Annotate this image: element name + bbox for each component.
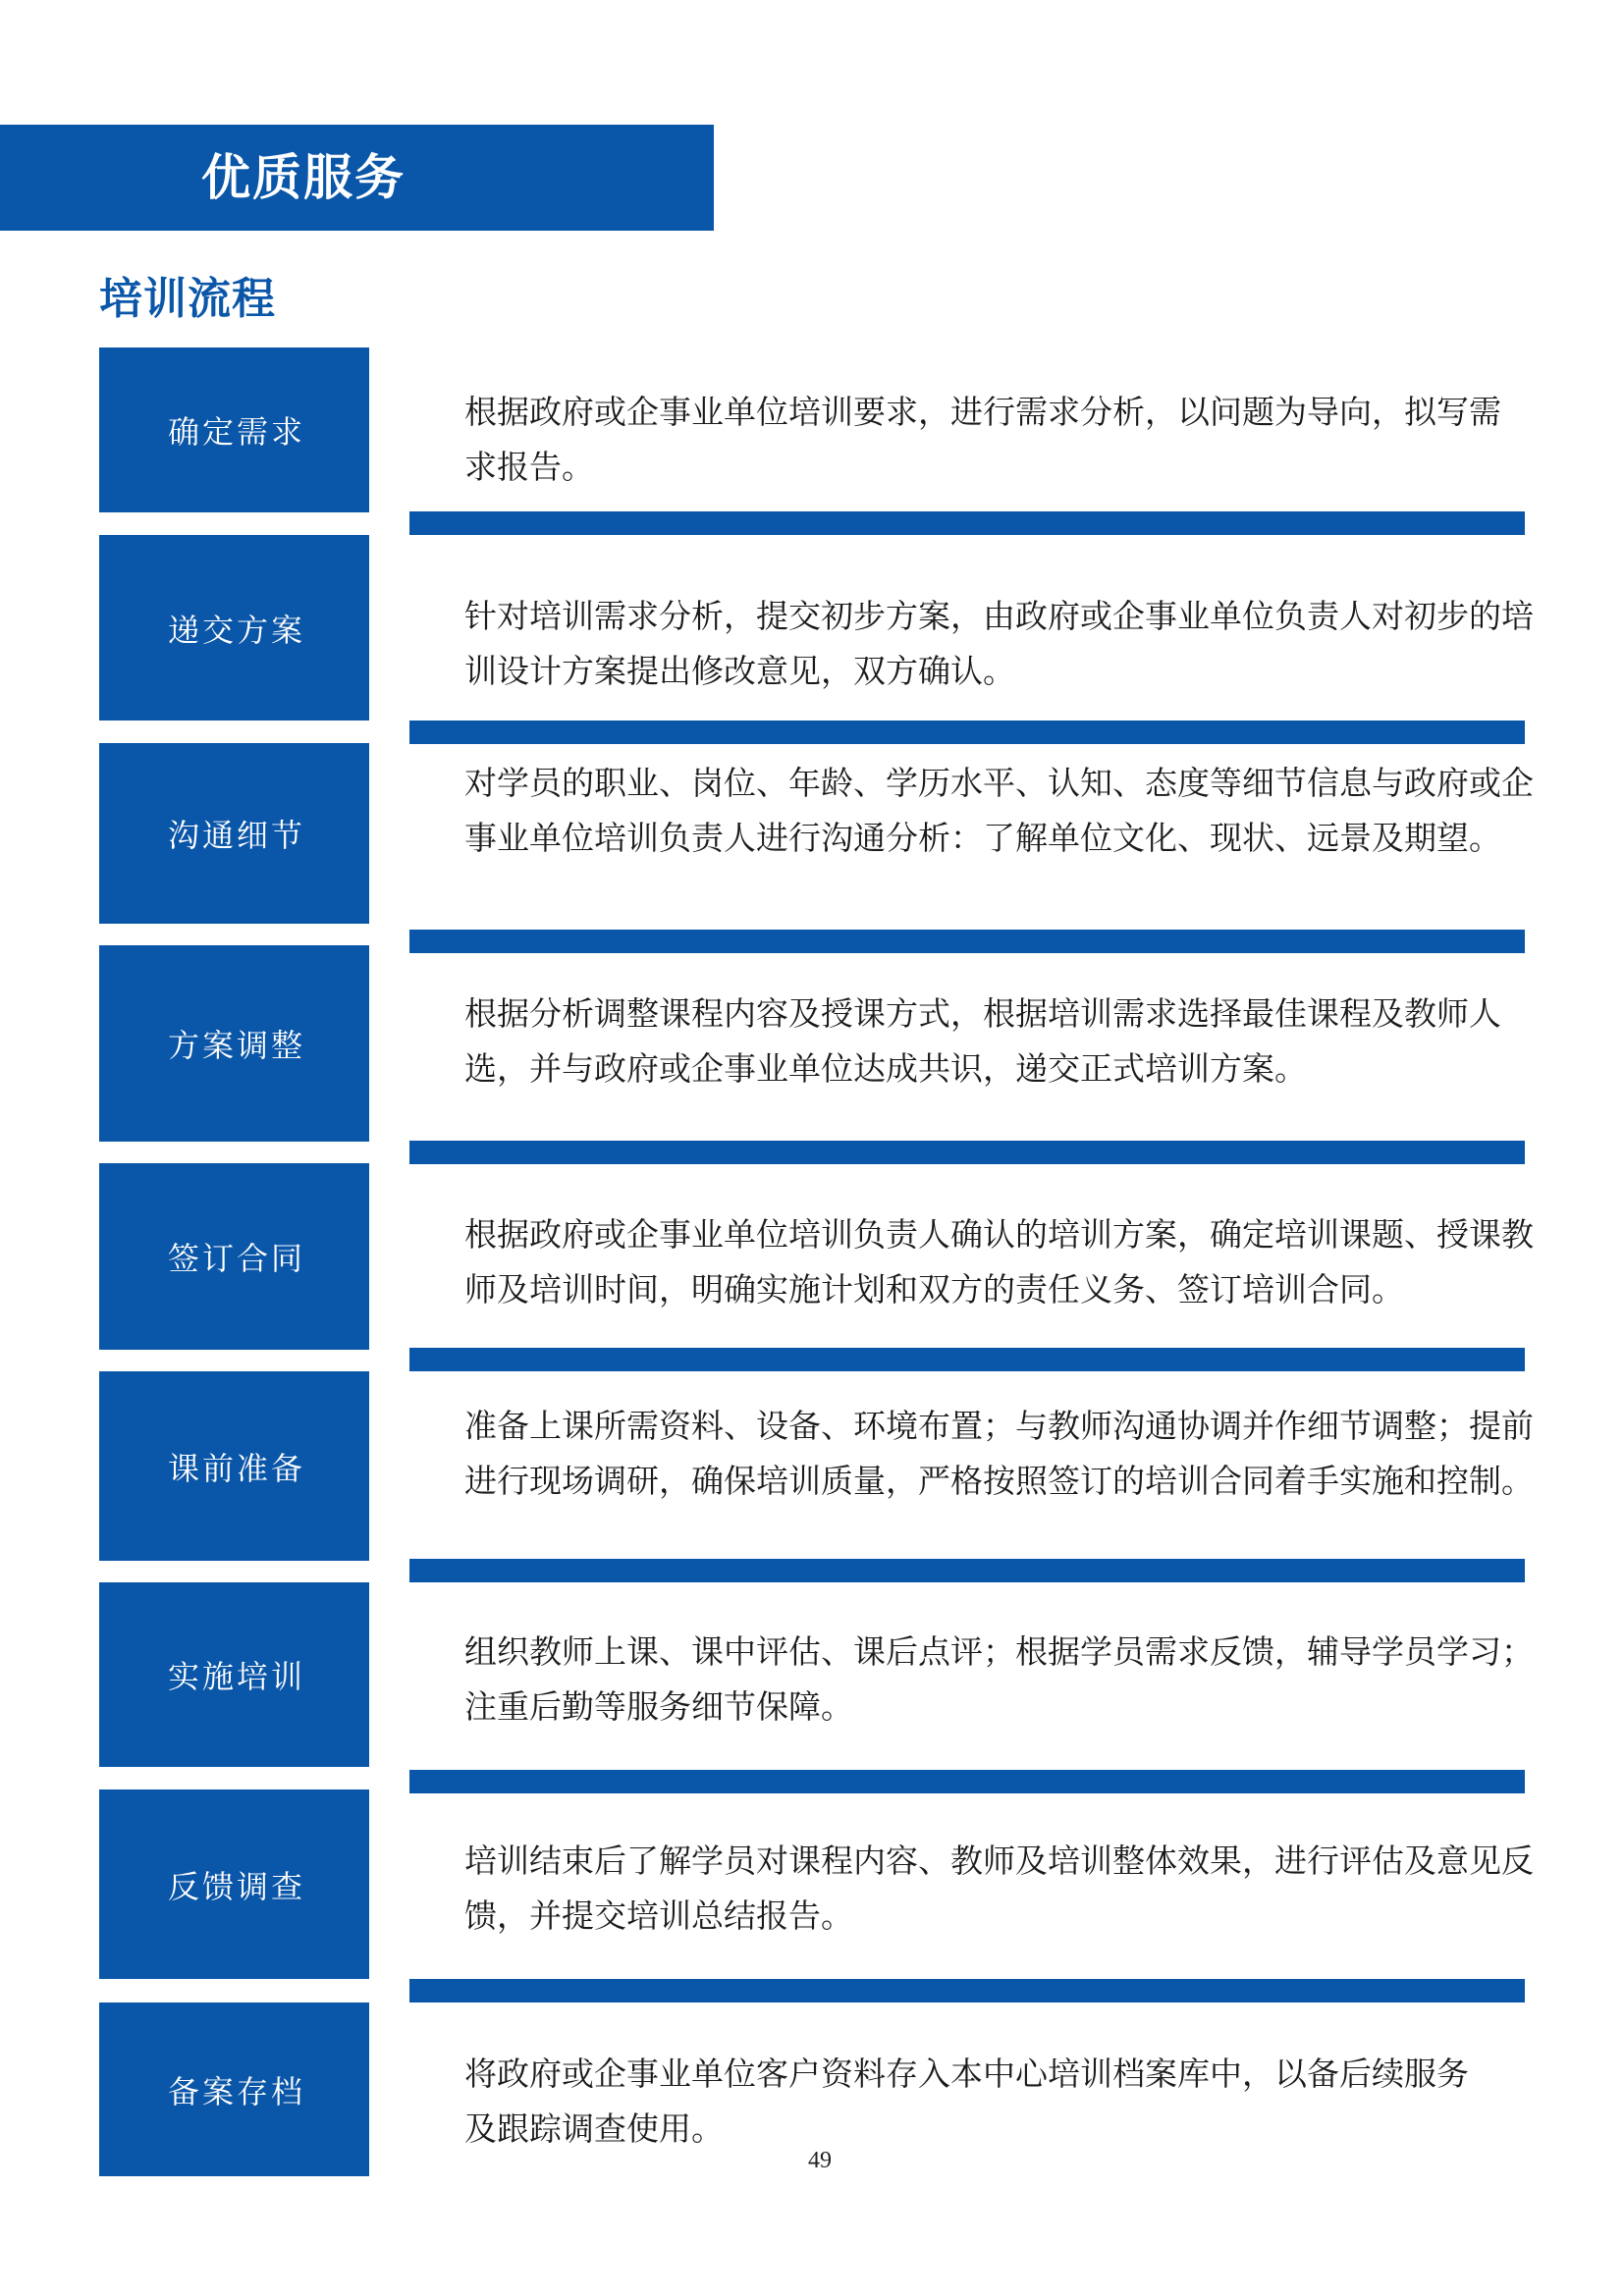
step-description: 根据分析调整课程内容及授课方式，根据培训需求选择最佳课程及教师人选，并与政府或企事业单位达成共识，递交正式培训方案。 xyxy=(464,994,1501,1088)
banner-title: 优质服务 xyxy=(201,149,406,206)
header-banner xyxy=(0,125,714,231)
divider-bar xyxy=(409,1348,1525,1371)
step-description: 准备上课所需资料、设备、环境布置；与教师沟通协调并作细节调整；提前进行现场调研，确保培训质量，严格按照签订的培训合同着手实施和控制。 xyxy=(464,1407,1534,1500)
step-description: 针对培训需求分析，提交初步方案，由政府或企事业单位负责人对初步的培训设计方案提出修改意见，双方确认。 xyxy=(464,597,1534,690)
section-title: 培训流程 xyxy=(99,274,276,324)
step-label-box xyxy=(99,2002,369,2176)
step-description: 将政府或企事业单位客户资料存入本中心培训档案库中，以备后续服务及跟踪调查使用。 xyxy=(464,2055,1469,2148)
step-label: 课前准备 xyxy=(168,1449,306,1487)
divider-bar xyxy=(409,1141,1525,1164)
divider-bar xyxy=(409,1770,1525,1793)
divider-bar xyxy=(409,511,1525,535)
step-description: 培训结束后了解学员对课程内容、教师及培训整体效果，进行评估及意见反馈，并提交培训总结报告。 xyxy=(464,1842,1534,1935)
step-label: 备案存档 xyxy=(168,2072,306,2110)
step-description: 根据政府或企事业单位培训要求，进行需求分析，以问题为导向，拟写需求报告。 xyxy=(464,393,1501,486)
divider-bar xyxy=(409,721,1525,744)
step-description: 根据政府或企事业单位培训负责人确认的培训方案，确定培训课题、授课教师及培训时间，明确实施计划和双方的责任义务、签订培训合同。 xyxy=(464,1215,1534,1308)
step-label: 递交方案 xyxy=(168,611,306,649)
step-label: 方案调整 xyxy=(168,1027,306,1064)
page-number: 49 xyxy=(808,2148,832,2173)
step-label-box xyxy=(99,1371,369,1561)
step-label-box xyxy=(99,535,369,721)
step-label-box xyxy=(99,1789,369,1979)
step-label-box xyxy=(99,1163,369,1350)
step-label-box xyxy=(99,945,369,1142)
divider-bar xyxy=(409,1979,1525,2002)
step-label: 签订合同 xyxy=(168,1240,306,1277)
divider-bar xyxy=(409,930,1525,953)
step-label: 反馈调查 xyxy=(168,1867,306,1905)
step-label-box xyxy=(99,743,369,924)
step-label: 实施培训 xyxy=(168,1658,306,1695)
step-label-box xyxy=(99,1582,369,1767)
step-description: 组织教师上课、课中评估、课后点评；根据学员需求反馈，辅导学员学习；注重后勤等服务细节保障。 xyxy=(464,1632,1534,1726)
divider-bar xyxy=(409,1559,1525,1582)
step-label: 沟通细节 xyxy=(168,817,306,854)
step-label: 确定需求 xyxy=(168,413,306,451)
step-description: 对学员的职业、岗位、年龄、学历水平、认知、态度等细节信息与政府或企事业单位培训负责人进行沟通分析：了解单位文化、现状、远景及期望。 xyxy=(464,764,1534,857)
step-label-box xyxy=(99,347,369,512)
